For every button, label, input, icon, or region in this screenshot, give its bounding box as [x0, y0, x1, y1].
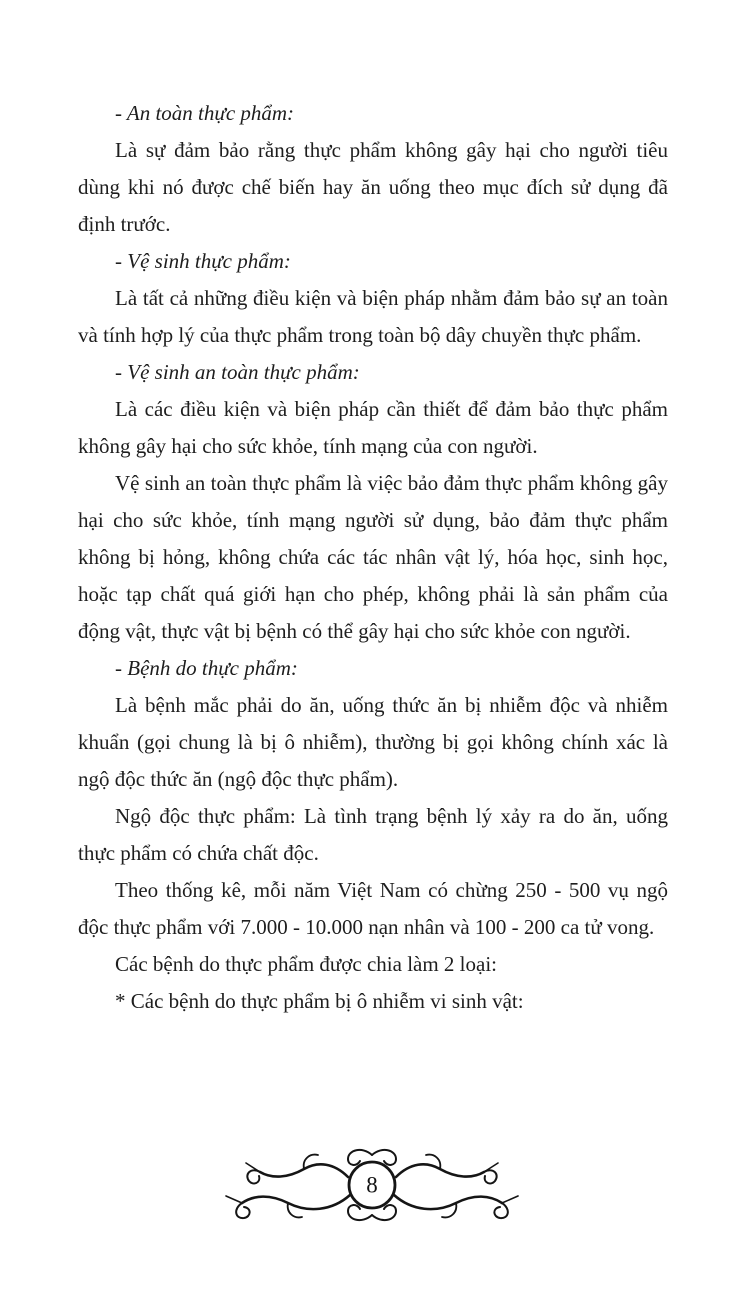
page-number: 8 [366, 1172, 378, 1198]
page-content [78, 95, 668, 1020]
definition-heading-ve-sinh-an-toan: - Vệ sinh an toàn thực phẩm: [115, 360, 360, 384]
paragraph: Ngộ độc thực phẩm: Là tình trạng bệnh lý xảy ra do ăn, uống thực phẩm có chứa chất độc. [78, 804, 668, 865]
page-footer [222, 1139, 522, 1235]
paragraph: Là bệnh mắc phải do ăn, uống thức ăn bị nhiễm độc và nhiễm khuẩn (gọi chung là bị ô nhiễm), thường bị gọi không chính xác là ngộ độc thức ăn (ngộ độc thực phẩm). [78, 693, 668, 791]
paragraph: Theo thống kê, mỗi năm Việt Nam có chừng 250 - 500 vụ ngộ độc thực phẩm với 7.000 - 10.000 nạn nhân và 100 - 200 ca tử vong. [78, 878, 668, 939]
paragraph: Là các điều kiện và biện pháp cần thiết để đảm bảo thực phẩm không gây hại cho sức khỏe, tính mạng của con người. [78, 397, 668, 458]
paragraph: Vệ sinh an toàn thực phẩm là việc bảo đảm thực phẩm không gây hại cho sức khỏe, tính mạng người sử dụng, bảo đảm thực phẩm không bị hỏng, không chứa các tác nhân vật lý, hóa học, sinh học, hoặc tạp chất quá giới hạn cho phép, không phải là sản phẩm của động vật, thực vật bị bệnh có thể gây hại cho sức khỏe con người. [78, 471, 668, 643]
paragraph: Là sự đảm bảo rằng thực phẩm không gây hại cho người tiêu dùng khi nó được chế biến hay ăn uống theo mục đích sử dụng đã định trước. [78, 138, 668, 236]
paragraph: Các bệnh do thực phẩm được chia làm 2 loại: [115, 952, 498, 976]
definition-heading-an-toan-thuc-pham: - An toàn thực phẩm: [115, 101, 295, 125]
definition-heading-ve-sinh-thuc-pham: - Vệ sinh thực phẩm: [115, 249, 291, 273]
paragraph: Là tất cả những điều kiện và biện pháp nhằm đảm bảo sự an toàn và tính hợp lý của thực phẩm trong toàn bộ dây chuyền thực phẩm. [78, 286, 668, 347]
paragraph: * Các bệnh do thực phẩm bị ô nhiễm vi sinh vật: [115, 989, 524, 1013]
definition-heading-benh-do-thuc-pham: - Bệnh do thực phẩm: [115, 656, 298, 680]
